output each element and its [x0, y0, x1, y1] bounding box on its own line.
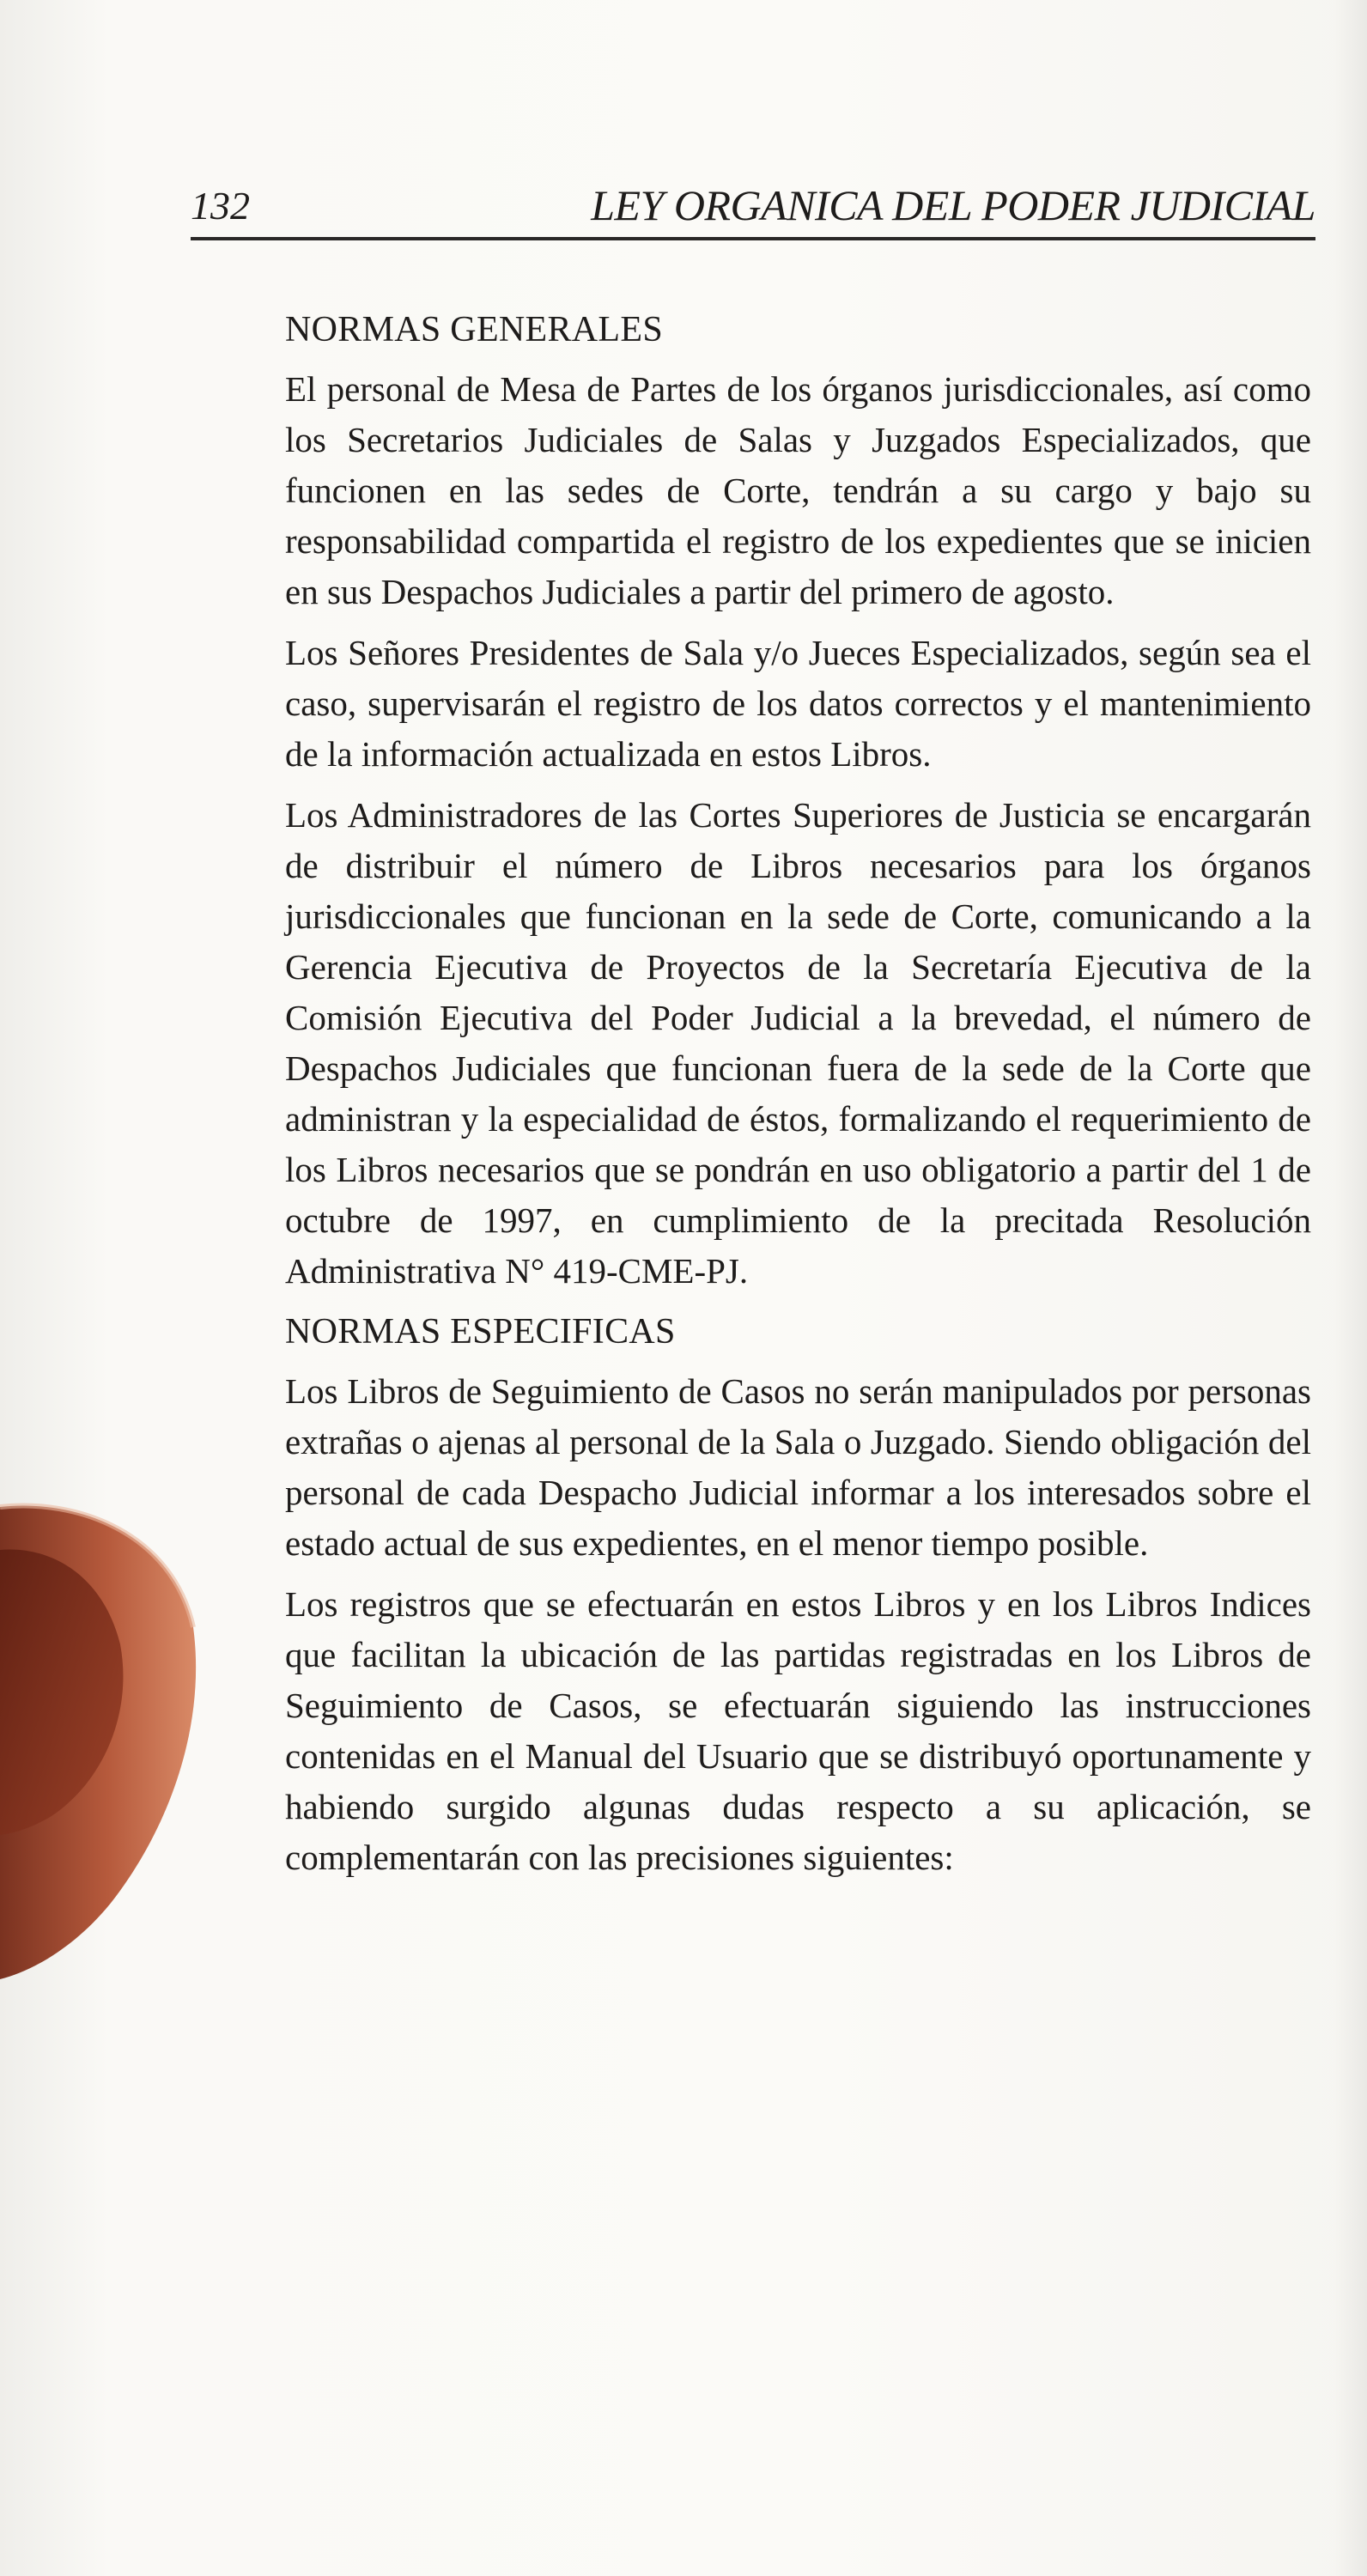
paragraph: Los Libros de Seguimiento de Casos no serán manipulados por personas extrañas o ajenas al personal de la Sala o Juzgado. Siendo obligación del personal de cada Despacho Judicial informar a los interesados sobre el estado actual de sus expedientes, en el menor tiempo posible. [285, 1371, 1311, 1563]
paragraph: Los registros que se efectuarán en estos Libros y en los Libros Indices que facilitan la ubicación de las partidas registradas en los Libros de Seguimiento de Casos, se efectuarán siguiendo las instrucciones contenidas en el Manual del Usuario que se distribuyó oportunamente y habiendo surgido algunas dudas respecto a su aplicación, se complementarán con las precisiones siguientes: [285, 1584, 1311, 1877]
page-edge-shadow [1334, 0, 1367, 2576]
section-heading-normas-generales: NORMAS GENERALES [285, 310, 663, 349]
running-title: LEY ORGANICA DEL PODER JUDICIAL [591, 181, 1315, 229]
page-header [191, 172, 1315, 240]
section-heading-normas-especificas: NORMAS ESPECIFICAS [285, 1312, 676, 1352]
page-number: 132 [191, 184, 250, 228]
header-rule [191, 237, 1315, 240]
paragraph: Los Señores Presidentes de Sala y/o Jueces Especializados, según sea el caso, supervisarán el registro de los datos correctos y el mantenimiento de la información actualizada en estos Libros. [285, 633, 1311, 774]
finger-image [0, 1498, 199, 1979]
paragraph: El personal de Mesa de Partes de los órganos jurisdiccionales, así como los Secretarios Judiciales de Salas y Juzgados Especializados, que funcionen en las sedes de Corte, tendrán a su cargo y bajo su responsabilidad compartida el registro de los expedientes que se inicien en sus Despachos Judiciales a partir del primero de agosto. [285, 369, 1311, 611]
paragraph: Los Administradores de las Cortes Superiores de Justicia se encargarán de distribuir el número de Libros necesarios para los órganos jurisdiccionales que funcionan en la sede de Corte, comunicando a la Gerencia Ejecutiva de Proyectos de la Secretaría Ejecutiva de la Comisión Ejecutiva del Poder Judicial a la brevedad, el número de Despachos Judiciales que funcionan fuera de la sede de la Corte que administran y la especialidad de éstos, formalizando el requerimiento de los Libros necesarios que se pondrán en uso obligatorio a partir del 1 de octubre de 1997, en cumplimiento de la precitada Resolución Administrativa N° 419-CME-PJ. [285, 795, 1311, 1291]
page-body [285, 305, 1311, 1893]
